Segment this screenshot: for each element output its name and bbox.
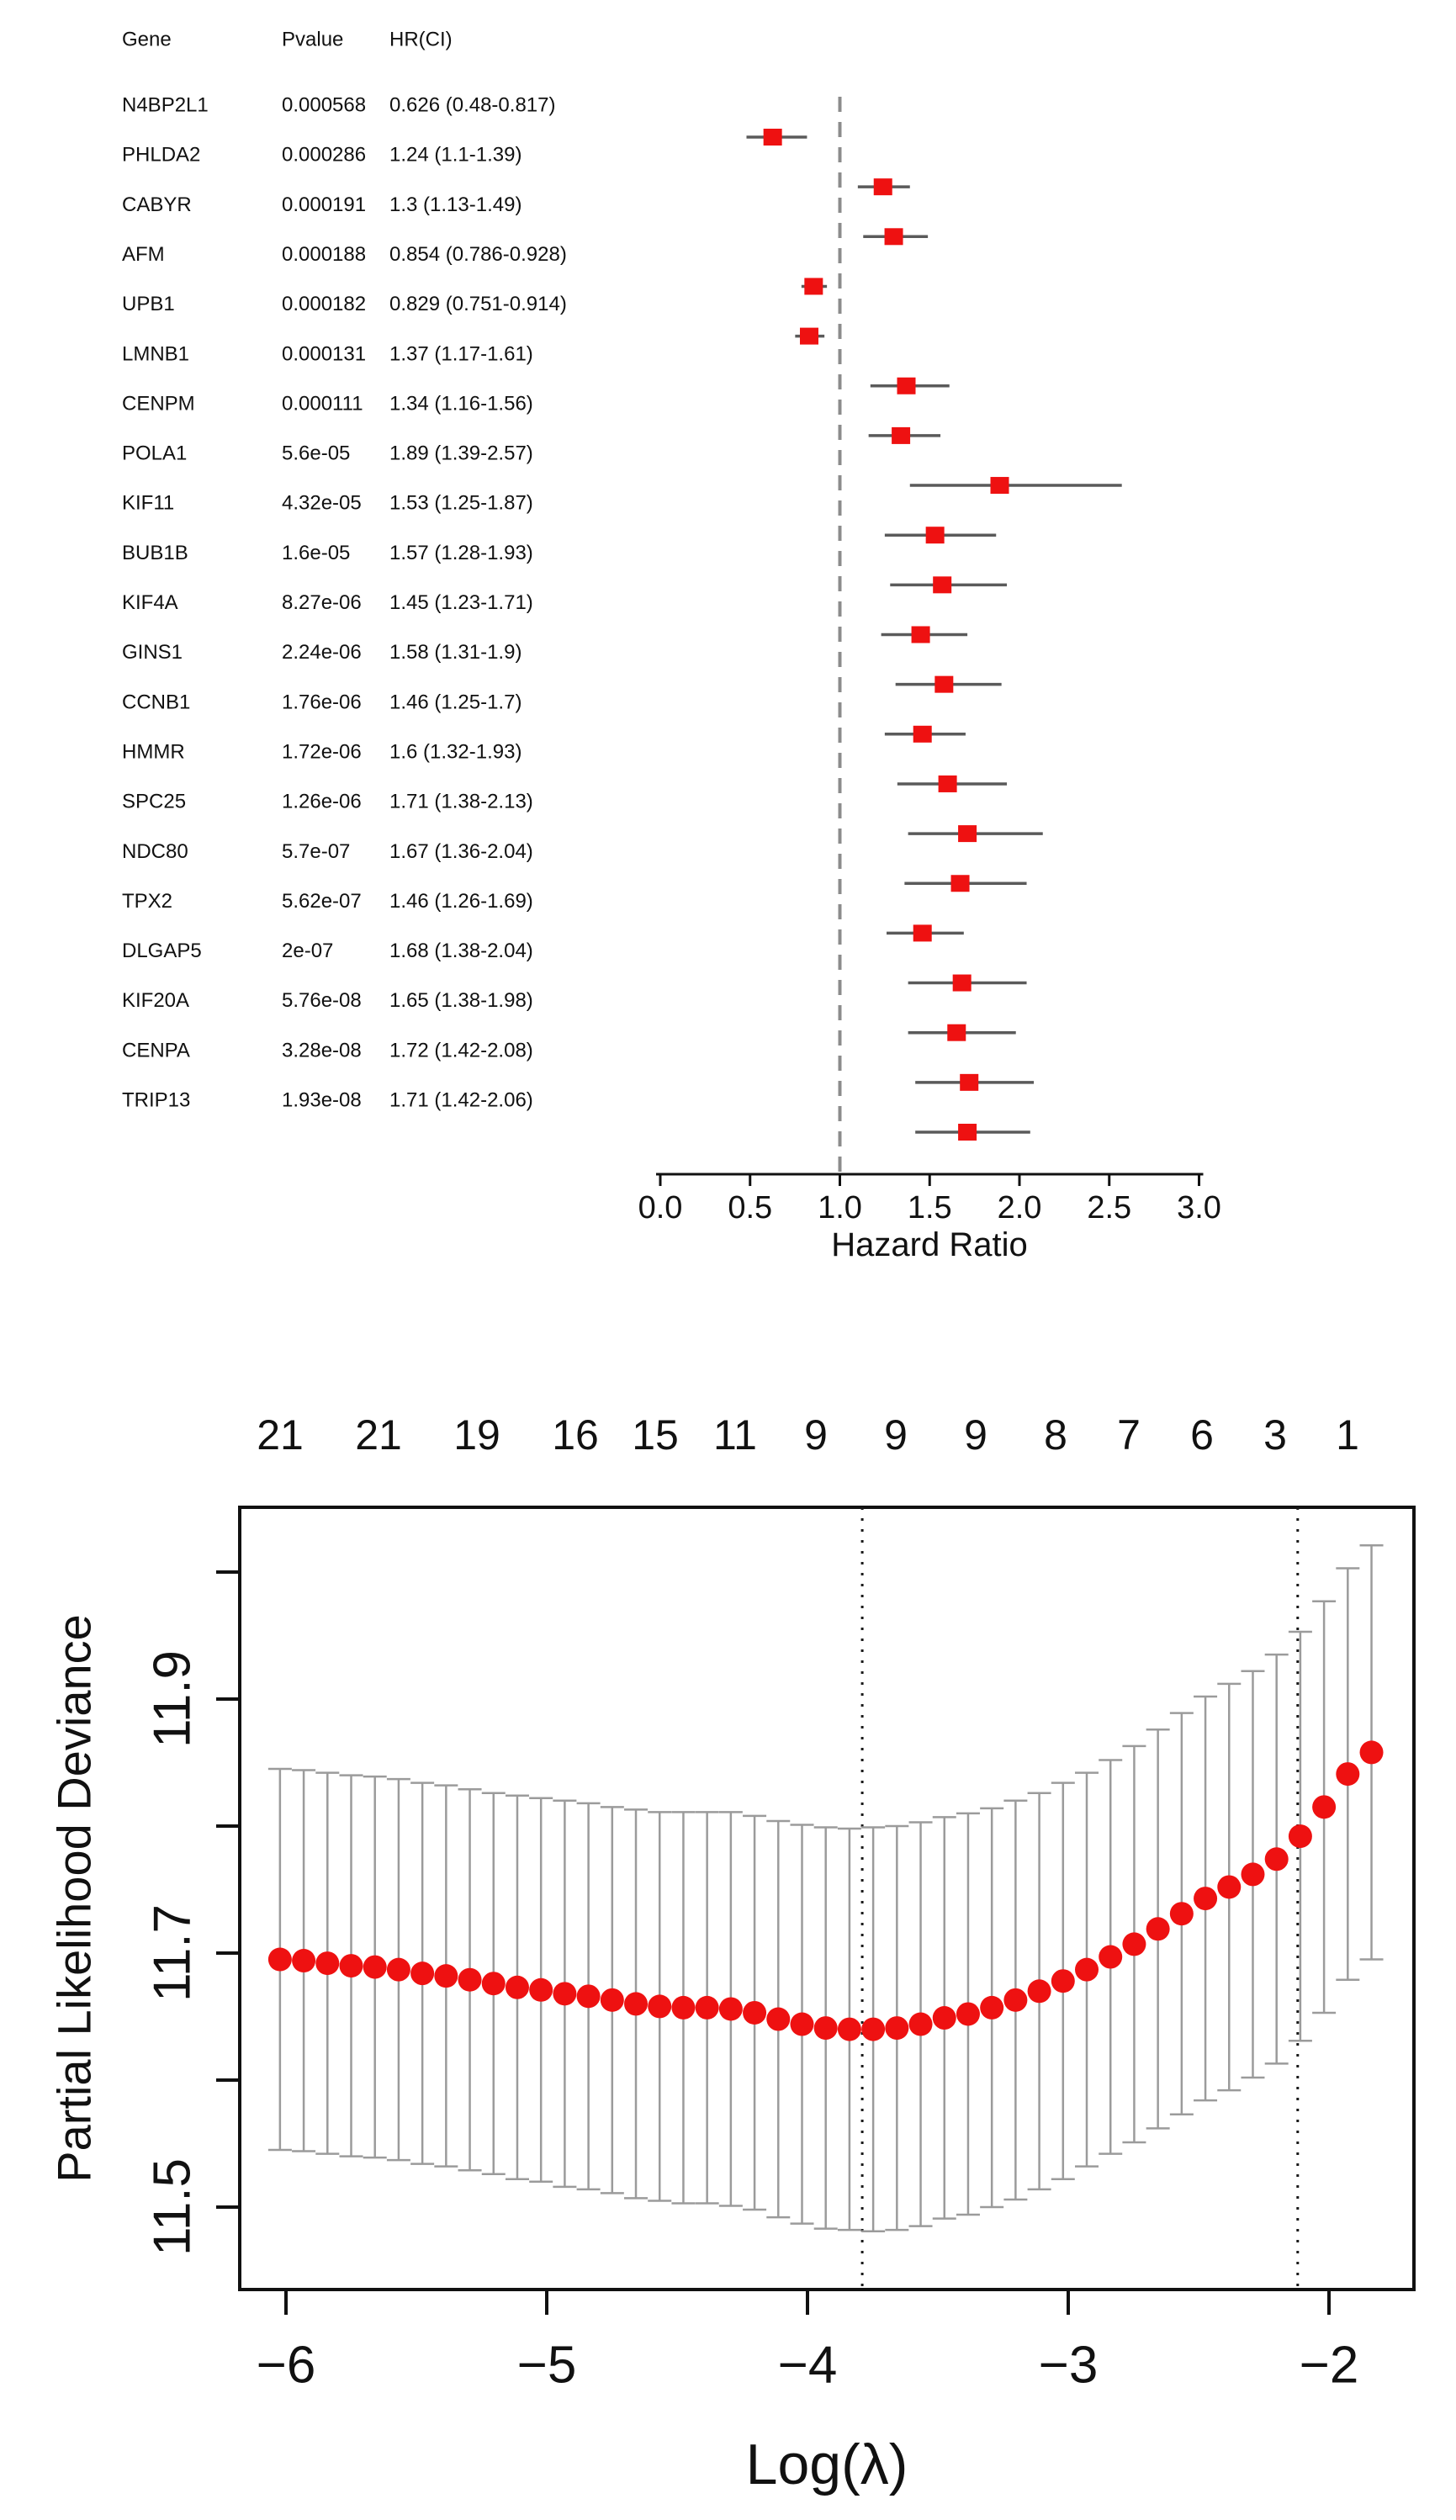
cv-top-count-label: 6	[1190, 1411, 1214, 1459]
column-header-hrci: HR(CI)	[389, 28, 453, 51]
forest-marker	[913, 726, 932, 743]
cv-plot	[48, 1411, 1415, 2496]
forest-hrci-label: 1.46 (1.26-1.69)	[389, 889, 533, 913]
cv-plot-box	[240, 1507, 1414, 2290]
forest-gene-label: CENPM	[122, 392, 195, 416]
forest-pvalue-label: 0.000568	[282, 93, 367, 117]
forest-marker	[885, 228, 903, 245]
forest-hrci-label: 0.626 (0.48-0.817)	[389, 93, 556, 117]
cv-plot-frame	[240, 1507, 1414, 2290]
forest-gene-label: GINS1	[122, 641, 183, 664]
forest-gene-label: AFM	[122, 242, 165, 266]
cv-top-count-label: 15	[632, 1411, 679, 1459]
forest-gene-label: LMNB1	[122, 342, 190, 366]
cv-point	[838, 2018, 861, 2041]
forest-pvalue-label: 5.76e-08	[282, 989, 362, 1013]
forest-gene-label: N4BP2L1	[122, 93, 209, 117]
forest-marker	[800, 328, 818, 345]
forest-gene-label: TPX2	[122, 889, 173, 913]
forest-marker	[892, 427, 910, 444]
forest-pvalue-label: 1.72e-06	[282, 740, 362, 764]
cv-point	[506, 1976, 529, 1999]
forest-marker	[804, 278, 823, 294]
forest-pvalue-label: 2e-07	[282, 940, 334, 963]
cv-lambda-vlines	[862, 1507, 1298, 2290]
cv-point	[1028, 1979, 1051, 2003]
forest-gene-label: BUB1B	[122, 541, 188, 564]
forest-gene-label: UPB1	[122, 293, 175, 316]
cv-point	[671, 1996, 695, 2020]
forest-axis-tick-label: 0.5	[728, 1190, 773, 1226]
cv-top-count-label: 19	[453, 1411, 500, 1459]
forest-hrci-label: 1.89 (1.39-2.57)	[389, 442, 533, 465]
forest-gene-label: SPC25	[122, 790, 187, 813]
cv-point	[529, 1978, 553, 2002]
forest-pvalue-label: 3.28e-08	[282, 1039, 362, 1062]
forest-pvalue-label: 5.62e-07	[282, 889, 362, 913]
cv-top-count-label: 9	[884, 1411, 908, 1459]
forest-hrci-label: 1.37 (1.17-1.61)	[389, 342, 533, 366]
forest-marks	[746, 97, 1121, 1174]
cv-point	[1194, 1887, 1217, 1910]
column-header-gene: Gene	[122, 28, 172, 51]
forest-marker	[764, 129, 782, 146]
cv-point	[814, 2016, 838, 2040]
cv-point	[1003, 1988, 1027, 2012]
cv-top-count-label: 21	[355, 1411, 402, 1459]
cv-point	[387, 1958, 410, 1982]
cv-top-count-label: 21	[257, 1411, 304, 1459]
cv-point	[1170, 1902, 1194, 1925]
forest-marker	[951, 875, 970, 892]
forest-x-axis-label: Hazard Ratio	[831, 1226, 1028, 1263]
forest-axis-tick-label: 1.0	[818, 1190, 862, 1226]
forest-gene-label: KIF20A	[122, 989, 190, 1013]
cv-x-tick-label: −4	[777, 2336, 838, 2395]
forest-marker	[947, 1024, 966, 1041]
forest-hrci-label: 1.45 (1.23-1.71)	[389, 591, 533, 614]
forest-hrci-label: 1.72 (1.42-2.08)	[389, 1039, 533, 1062]
forest-marker	[934, 676, 953, 693]
forest-hrci-label: 0.829 (0.751-0.914)	[389, 293, 567, 316]
forest-marker	[933, 576, 951, 593]
cv-top-count-label: 16	[552, 1411, 599, 1459]
cv-point	[980, 1996, 1003, 2020]
forest-pvalue-label: 1.6e-05	[282, 541, 351, 564]
forest-gene-label: TRIP13	[122, 1088, 191, 1112]
forest-pvalue-label: 0.000286	[282, 143, 367, 167]
cv-point	[885, 2016, 908, 2040]
forest-hrci-label: 1.6 (1.32-1.93)	[389, 740, 522, 764]
forest-hrci-label: 1.67 (1.36-2.04)	[389, 839, 533, 863]
forest-pvalue-label: 0.000188	[282, 242, 367, 266]
forest-marker	[874, 178, 892, 195]
forest-gene-label: PHLDA2	[122, 143, 201, 167]
cv-point	[577, 1984, 601, 2008]
column-header-pvalue: Pvalue	[282, 28, 344, 51]
forest-axis-tick-label: 2.5	[1087, 1190, 1132, 1226]
cv-point	[766, 2008, 790, 2031]
forest-gene-label: HMMR	[122, 740, 185, 764]
cv-x-axis-label: Log(λ)	[745, 2433, 908, 2496]
forest-gene-label: DLGAP5	[122, 940, 202, 963]
cv-top-count-label: 9	[964, 1411, 987, 1459]
forest-gene-label: NDC80	[122, 839, 188, 863]
cv-top-count-label: 3	[1263, 1411, 1287, 1459]
cv-point	[1241, 1862, 1264, 1886]
forest-pvalue-label: 4.32e-05	[282, 491, 362, 515]
cv-top-count-label: 1	[1336, 1411, 1359, 1459]
cv-point	[601, 1988, 624, 2012]
forest-axis-tick-label: 0.0	[638, 1190, 683, 1226]
cv-x-tick-label: −5	[516, 2336, 577, 2395]
cv-errorbars	[268, 1545, 1384, 2231]
cv-point	[1075, 1958, 1099, 1982]
cv-point	[1312, 1795, 1336, 1819]
cv-point	[1146, 1917, 1170, 1940]
cv-point	[624, 1992, 648, 2015]
forest-marker	[960, 1074, 978, 1091]
forest-marker	[926, 527, 945, 543]
forest-axis-tick-label: 3.0	[1177, 1190, 1221, 1226]
cv-point	[434, 1964, 458, 1988]
cv-top-count-label: 7	[1117, 1411, 1141, 1459]
cv-top-counts	[257, 1411, 1359, 1459]
cv-y-axis-label: Partial Likelihood Deviance	[47, 1614, 101, 2183]
cv-point	[790, 2013, 813, 2036]
cv-point	[482, 1972, 506, 1995]
cv-point	[410, 1961, 434, 1985]
cv-point	[458, 1968, 482, 1992]
cv-x-tick-label: −6	[256, 2336, 316, 2395]
forest-marker	[913, 924, 932, 941]
forest-axis-tick-label: 2.0	[997, 1190, 1042, 1226]
forest-pvalue-label: 0.000111	[282, 392, 363, 416]
cv-point	[861, 2018, 885, 2041]
forest-gene-label: CENPA	[122, 1039, 190, 1062]
forest-hrci-label: 0.854 (0.786-0.928)	[389, 242, 567, 266]
forest-hrci-label: 1.46 (1.25-1.7)	[389, 691, 522, 714]
forest-pvalue-label: 1.93e-08	[282, 1088, 362, 1112]
forest-marker	[991, 477, 1009, 494]
cv-point	[956, 2002, 980, 2025]
forest-pvalue-label: 1.76e-06	[282, 691, 362, 714]
cv-point	[1289, 1824, 1312, 1848]
forest-gene-label: CABYR	[122, 193, 192, 216]
cv-point	[1099, 1946, 1122, 1969]
cv-point	[1265, 1847, 1289, 1871]
forest-table-header	[122, 29, 453, 51]
cv-point	[1051, 1969, 1075, 1993]
cv-x-tick-label: −2	[1299, 2336, 1359, 2395]
forest-pvalue-label: 1.26e-06	[282, 790, 362, 813]
forest-marker	[953, 975, 972, 992]
cv-x-tick-label: −3	[1038, 2336, 1099, 2395]
cv-point	[363, 1956, 387, 1979]
forest-gene-label: CCNB1	[122, 691, 191, 714]
cv-top-count-label: 8	[1044, 1411, 1067, 1459]
cv-y-tick-label: 11.9	[143, 1649, 202, 1749]
forest-hrci-label: 1.71 (1.38-2.13)	[389, 790, 533, 813]
forest-plot	[122, 29, 1221, 1264]
cv-point	[743, 2001, 766, 2025]
forest-table-rows	[122, 94, 567, 1112]
forest-axis-tick-label: 1.5	[907, 1190, 952, 1226]
forest-marker	[912, 627, 930, 643]
cv-top-count-label: 9	[804, 1411, 828, 1459]
forest-marker	[958, 1124, 977, 1141]
forest-pvalue-label: 0.000131	[282, 342, 367, 366]
forest-pvalue-label: 2.24e-06	[282, 641, 362, 664]
cv-point	[719, 1997, 743, 2020]
cv-axes	[144, 1572, 1359, 2395]
cv-point	[696, 1996, 719, 2020]
cv-point	[909, 2013, 933, 2036]
cv-y-tick-label: 11.7	[143, 1903, 202, 2003]
cv-point	[1122, 1932, 1146, 1956]
cv-point	[1336, 1762, 1359, 1786]
forest-hrci-label: 1.58 (1.31-1.9)	[389, 641, 522, 664]
forest-gene-label: POLA1	[122, 442, 188, 465]
forest-pvalue-label: 5.6e-05	[282, 442, 351, 465]
forest-pvalue-label: 5.7e-07	[282, 839, 351, 863]
cv-point	[553, 1982, 576, 2005]
forest-x-axis	[638, 1174, 1221, 1226]
forest-pvalue-label: 0.000182	[282, 293, 367, 316]
cv-y-tick-label: 11.5	[143, 2157, 202, 2257]
forest-pvalue-label: 8.27e-06	[282, 591, 362, 614]
cv-point	[340, 1954, 363, 1977]
cv-top-count-label: 11	[713, 1411, 757, 1459]
forest-hrci-label: 1.68 (1.38-2.04)	[389, 940, 533, 963]
forest-pvalue-label: 0.000191	[282, 193, 367, 216]
forest-hrci-label: 1.34 (1.16-1.56)	[389, 392, 533, 416]
forest-marker	[939, 776, 957, 792]
cv-point	[933, 2006, 956, 2030]
forest-hrci-label: 1.53 (1.25-1.87)	[389, 491, 533, 515]
forest-hrci-label: 1.65 (1.38-1.98)	[389, 989, 533, 1013]
forest-marker	[897, 378, 915, 394]
forest-marker	[958, 825, 977, 842]
cv-point	[268, 1948, 292, 1972]
forest-hrci-label: 1.71 (1.42-2.06)	[389, 1088, 533, 1112]
cv-point	[292, 1949, 315, 1972]
cv-point	[1360, 1740, 1384, 1764]
forest-gene-label: KIF11	[122, 491, 175, 515]
cv-point	[648, 1994, 671, 2018]
cv-point	[315, 1951, 339, 1975]
forest-hrci-label: 1.3 (1.13-1.49)	[389, 193, 522, 216]
forest-hrci-label: 1.57 (1.28-1.93)	[389, 541, 533, 564]
forest-gene-label: KIF4A	[122, 591, 178, 614]
cv-point	[1217, 1875, 1241, 1898]
forest-hrci-label: 1.24 (1.1-1.39)	[389, 143, 522, 167]
